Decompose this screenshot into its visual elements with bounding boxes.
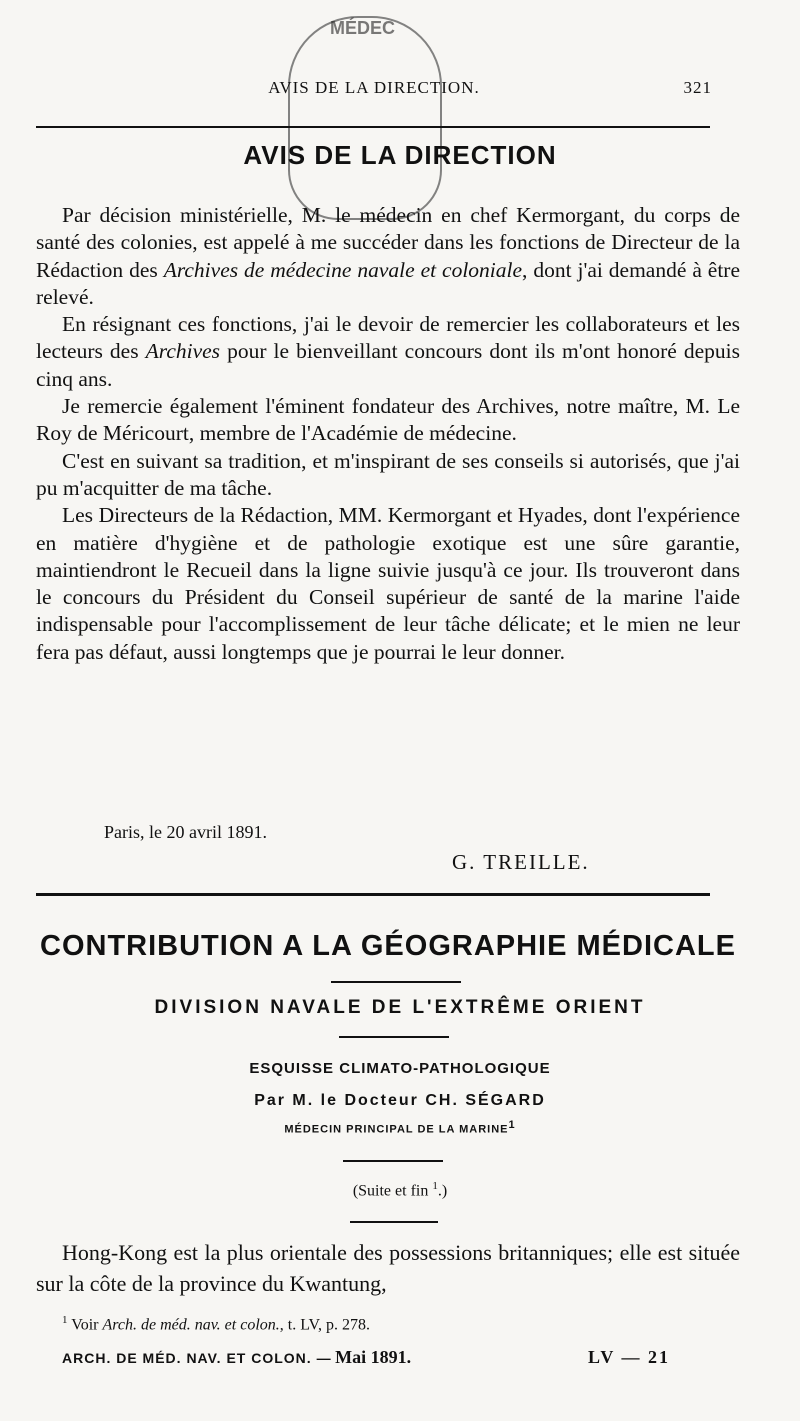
author-title (0, 1119, 800, 1136)
avis-paragraph (36, 393, 740, 448)
avis-paragraph (36, 311, 740, 393)
article-body (36, 1237, 740, 1299)
page-number: 321 (683, 78, 712, 97)
footnote-prefix: Voir (71, 1316, 103, 1334)
article-author (0, 1092, 800, 1110)
italic-run: Archives (145, 339, 221, 364)
footnote-suffix: , t. LV, p. 278. (279, 1316, 371, 1334)
running-head (36, 78, 712, 106)
avis-body (36, 202, 740, 666)
italic-run: Archives de médecine navale et coloniale (163, 257, 523, 282)
author-rule (343, 1160, 443, 1162)
division-rule (339, 1036, 449, 1038)
library-stamp-text: MÉDEC (330, 18, 396, 38)
text-run: Les Directeurs de la Rédaction, MM. Kermorgant et Hyades, dont l'expérience en matière d'hygiène et de pathologie exotique est une sûre garantie, maintiendront le Recueil dans la ligne suivie jusqu'à ce jour. Ils trouveront dans le concours du Président du Conseil supérieur de santé de la marine l'aide indispensable pour l'accomplissement de leur tâche délicate; et le mien ne leur fera pas défaut, aussi longtemps que je pourrai le leur donner. (36, 503, 740, 664)
section-rule (36, 893, 710, 896)
suite-rule (350, 1221, 438, 1223)
author-title-text: MÉDECIN PRINCIPAL DE LA MARINE (284, 1123, 509, 1136)
text-run: Par décision ministérielle, M. le médecin en chef Kermorgant, du corps de santé des colonies, est appelé à me succéder dans les fonctions de Directeur de la Rédaction des (36, 203, 740, 282)
footer-date: Mai 1891. (335, 1347, 412, 1367)
footer-left: ARCH. DE MÉD. NAV. ET COLON. — (62, 1350, 332, 1366)
avis-paragraph (36, 502, 740, 666)
avis-date: Paris, le 20 avril 1891. (104, 822, 267, 842)
suite-line (0, 1180, 800, 1200)
library-stamp (288, 16, 442, 220)
footnote-marker: 1 (62, 1314, 68, 1326)
header-rule (36, 126, 710, 128)
avis-heading: AVIS DE LA DIRECTION (243, 140, 557, 170)
article-subtitle: ESQUISSE CLIMATO-PATHOLOGIQUE (249, 1060, 551, 1077)
author-footnote-marker: 1 (508, 1119, 516, 1131)
footnote-italic: Arch. de méd. nav. et colon. (102, 1316, 280, 1334)
article-division: DIVISION NAVALE DE L'EXTRÊME ORIENT (154, 997, 646, 1018)
suite-footnote-marker: 1 (432, 1180, 438, 1192)
suite-end: .) (437, 1182, 448, 1200)
footnote (62, 1314, 370, 1334)
page-footer (62, 1347, 670, 1368)
running-head-title: AVIS DE LA DIRECTION. (268, 78, 480, 97)
avis-paragraph (36, 202, 740, 311)
footer-right: LV — 21 (587, 1347, 670, 1367)
avis-signature: G. TREILLE. (452, 850, 590, 874)
suite-text: (Suite et fin (352, 1182, 429, 1200)
avis-paragraph (36, 448, 740, 503)
article-first-paragraph: Hong-Kong est la plus orientale des possessions britanniques; elle est située sur la côte de la province du Kwantung, (36, 1240, 740, 1296)
text-run: pour le bienveillant concours dont ils m'ont honoré depuis cinq ans. (36, 339, 740, 391)
article-title: CONTRIBUTION A LA GÉOGRAPHIE MÉDICALE (40, 930, 736, 962)
title-rule (331, 981, 461, 983)
author-name: Par M. le Docteur CH. SÉGARD (254, 1092, 546, 1109)
text-run: Je remercie également l'éminent fondateur des Archives, notre maître, M. Le Roy de Méricourt, membre de l'Académie de médecine. (36, 394, 740, 446)
text-run: , dont j'ai demandé à être relevé. (36, 257, 741, 309)
text-run: C'est en suivant sa tradition, et m'inspirant de ses conseils si autorisés, que j'ai pu m'acquitter de ma tâche. (36, 448, 740, 500)
text-run: En résignant ces fonctions, j'ai le devoir de remercier les collaborateurs et les lecteurs des (36, 312, 740, 364)
